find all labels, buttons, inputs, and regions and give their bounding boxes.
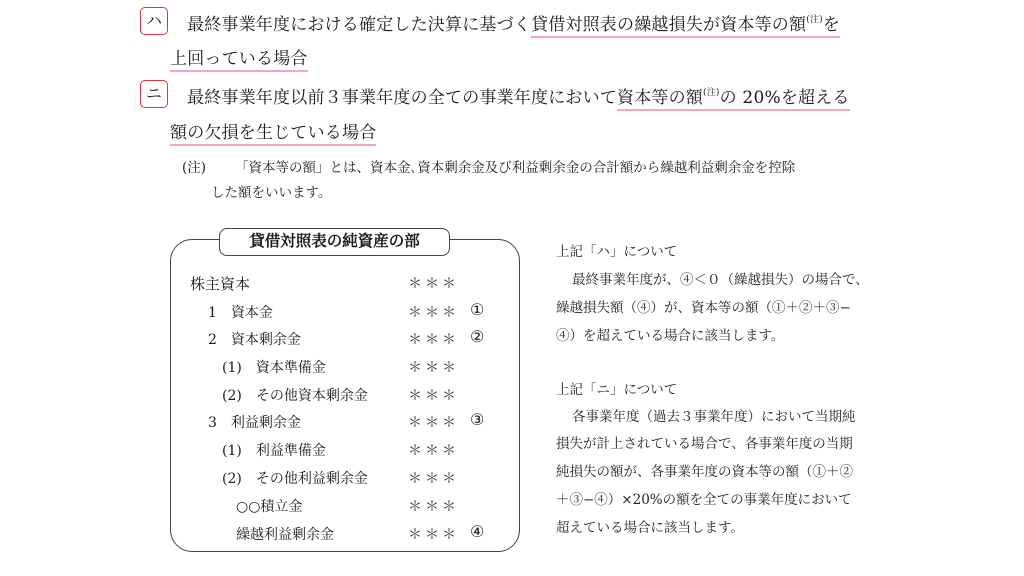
item-ni-highlight [617, 88, 850, 111]
balance-sheet-row-value: ＊＊＊ [408, 388, 459, 404]
note-line1: 「資本等の額」とは、資本金､資本剰余金及び利益剰余金の合計額から繰越利益剰余金を控除 [235, 160, 796, 176]
note-ref: (注) [806, 15, 823, 25]
balance-sheet-row-label: 3 利益剰余金 [208, 415, 301, 431]
note-ref: (注) [703, 88, 720, 98]
item-ha-text: 最終事業年度における確定した決算に基づく [187, 15, 531, 35]
balance-sheet-row-label: (1) 利益準備金 [222, 443, 326, 459]
explain-ni-line: 各事業年度（過去３事業年度）において当期純 [572, 409, 856, 425]
balance-sheet-row-value: ＊＊＊ [408, 499, 459, 515]
item-ha-highlight-text: 貸借対照表の繰越損失が資本等の額 [531, 15, 807, 35]
balance-sheet-row-circle: ② [470, 327, 485, 346]
balance-sheet-row-label: 繰越利益剰余金 [236, 527, 334, 543]
explain-ha-line: ④）を超えている場合に該当します。 [556, 328, 785, 344]
note-label: (注) [182, 160, 207, 176]
explain-ha-heading: 上記「ハ」について [556, 244, 678, 260]
balance-sheet-row-value: ＊＊＊ [408, 305, 459, 321]
item-marker-ha: ハ [140, 7, 168, 35]
explain-ni-line: 損失が計上されている場合で、各事業年度の当期 [556, 436, 853, 452]
balance-sheet-row-label: 株主資本 [190, 275, 251, 293]
balance-sheet-row-circle: ③ [470, 410, 485, 429]
note-line2: した額をいいます。 [211, 185, 332, 201]
balance-sheet-title: 貸借対照表の純資産の部 [219, 228, 450, 256]
balance-sheet-row-circle: ④ [470, 522, 485, 541]
balance-sheet-row-label: (2) その他利益剰余金 [222, 471, 368, 487]
item-ni-highlight-text: 資本等の額 [617, 88, 703, 108]
explain-ni-heading: 上記「ニ」について [556, 382, 678, 398]
explain-ha-line: 繰越損失額（④）が、資本等の額（①＋②＋③− [556, 300, 851, 316]
item-ni-line2 [170, 118, 376, 143]
item-ni-highlight-end: の 20%を超える [719, 88, 850, 108]
item-ni-highlight-2: 額の欠損を生じている場合 [170, 123, 376, 146]
item-ha-line1 [187, 10, 840, 35]
item-marker-ni: ニ [140, 80, 168, 108]
item-ni-line1 [187, 83, 850, 108]
explain-ha-line: 最終事業年度が、④＜０（繰越損失）の場合で、 [572, 272, 869, 288]
explain-ni-line: ＋③−④）×20%の額を全ての事業年度において [556, 492, 852, 508]
balance-sheet-row-label: (2) その他資本剰余金 [222, 388, 368, 404]
balance-sheet-row-value: ＊＊＊ [408, 471, 459, 487]
item-ha-line2 [170, 44, 308, 69]
item-ha-highlight-2: 上回っている場合 [170, 49, 308, 72]
balance-sheet-row-label: ○○積立金 [236, 499, 303, 515]
item-ni-text: 最終事業年度以前３事業年度の全ての事業年度において [187, 88, 617, 108]
balance-sheet-row-value: ＊＊＊ [408, 443, 459, 459]
balance-sheet-row-circle: ① [470, 300, 485, 319]
balance-sheet-row-label: (1) 資本準備金 [222, 360, 326, 376]
balance-sheet-row-label: 2 資本剰余金 [208, 332, 301, 348]
balance-sheet-row-value: ＊＊＊ [408, 415, 459, 431]
balance-sheet-row-value: ＊＊＊ [408, 276, 459, 292]
balance-sheet-row-value: ＊＊＊ [408, 527, 459, 543]
balance-sheet-row-label: 1 資本金 [208, 305, 273, 321]
balance-sheet-row-value: ＊＊＊ [408, 360, 459, 376]
balance-sheet-row-value: ＊＊＊ [408, 332, 459, 348]
explain-ni-line: 純損失の額が、各事業年度の資本等の額（①＋② [556, 464, 853, 480]
item-ha-highlight-end: を [822, 15, 841, 35]
item-ha-highlight [531, 15, 840, 38]
explain-ni-line: 超えている場合に該当します。 [556, 520, 744, 536]
